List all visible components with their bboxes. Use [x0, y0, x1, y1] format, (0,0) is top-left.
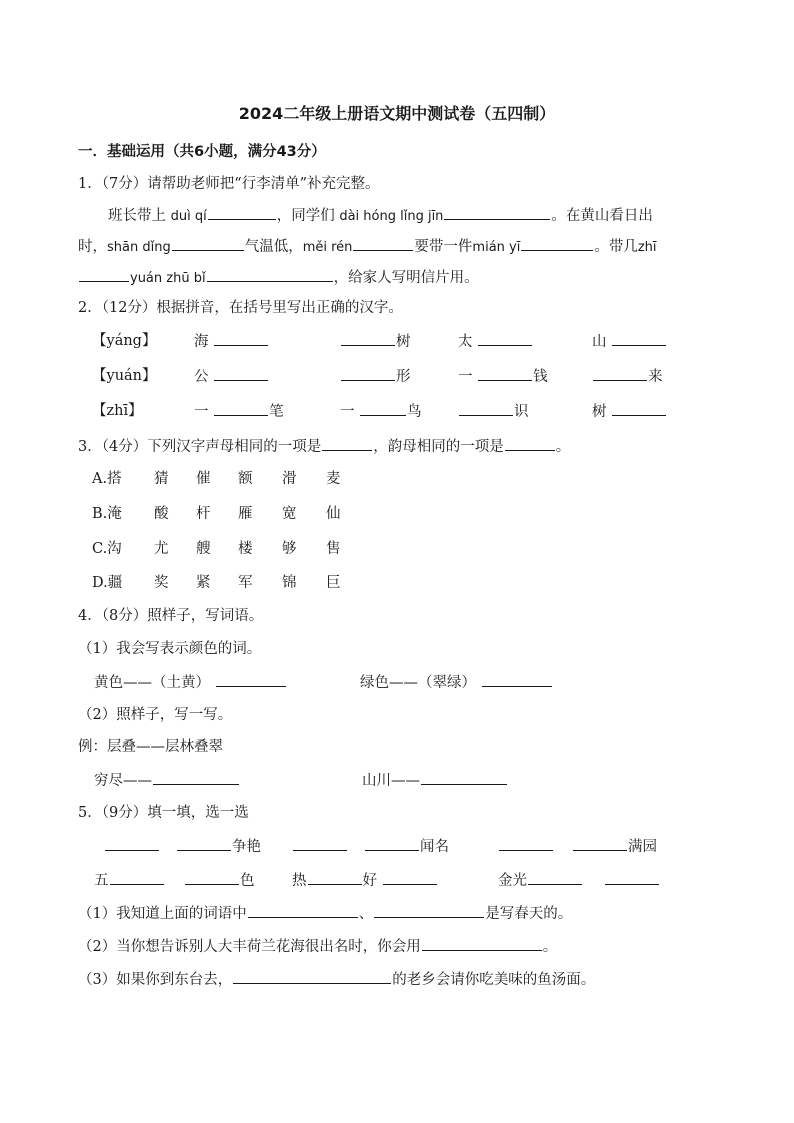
q5-item — [94, 870, 165, 891]
q4-text: 穷尽—— — [94, 773, 152, 789]
q5-sub-2 — [78, 936, 557, 957]
question-1-heading: 1．（7分）请帮助老师把“行李清单”补充完整。 — [78, 176, 380, 192]
q3-text: ，韵母相同的一项是 — [373, 439, 504, 455]
char: 公 — [194, 369, 209, 385]
question-3-heading — [78, 436, 570, 457]
q5-text: 的老乡会请你吃美味的鱼汤面。 — [392, 972, 596, 988]
option-a-char[interactable]: A.搭 — [92, 471, 122, 487]
q5-item — [604, 870, 660, 891]
word-cell — [340, 331, 411, 352]
answer-blank[interactable] — [214, 366, 268, 381]
q5-item — [176, 836, 261, 857]
pinyin-label-yang: 【yáng】 — [92, 333, 157, 349]
option-a-char: 额 — [238, 471, 253, 487]
answer-blank[interactable] — [444, 205, 550, 220]
char: 形 — [396, 369, 411, 385]
q1-text: 要带一件 — [414, 239, 473, 255]
word-cell — [592, 366, 663, 387]
option-a-char: 猜 — [154, 471, 169, 487]
q4-text: 绿色——（翠绿） — [360, 675, 476, 691]
answer-blank[interactable] — [293, 836, 347, 851]
option-d-char[interactable]: D.疆 — [92, 575, 123, 591]
q1-text: 班长带上 — [108, 208, 166, 224]
question-1-line-2 — [78, 236, 657, 258]
q5-text: 色 — [240, 873, 255, 889]
answer-blank[interactable] — [593, 366, 647, 381]
char: 一 — [194, 404, 209, 420]
question-1-line-3 — [78, 267, 479, 289]
question-4-heading: 4．（8分）照样子，写词语。 — [78, 608, 264, 624]
char: 树 — [592, 404, 607, 420]
q5-item — [184, 870, 255, 891]
q5-text: 争艳 — [232, 839, 261, 855]
answer-blank[interactable] — [499, 836, 553, 851]
q4-part-2: （2）照样子，写一写。 — [78, 707, 233, 723]
char: 鸟 — [407, 404, 422, 420]
option-c-char: 楼 — [238, 541, 253, 557]
q5-text: （3）如果你到东台去， — [78, 972, 233, 988]
answer-blank[interactable] — [110, 870, 164, 885]
q5-text: 满园 — [628, 839, 657, 855]
q4-example: 例：层叠——层林叠翠 — [78, 739, 223, 755]
char: 太 — [458, 334, 473, 350]
answer-blank[interactable] — [374, 903, 484, 918]
option-c-char: 艘 — [196, 541, 211, 557]
option-c-char[interactable]: C.沟 — [92, 541, 122, 557]
char: 来 — [648, 369, 663, 385]
q4-part-1: （1）我会写表示颜色的词。 — [78, 641, 262, 657]
page-title: 2024二年级上册语文期中测试卷（五四制） — [238, 104, 556, 123]
answer-blank[interactable] — [214, 401, 268, 416]
option-d-char: 锦 — [282, 575, 297, 591]
option-c-char: 够 — [282, 541, 297, 557]
option-a-char: 滑 — [282, 471, 297, 487]
q3-text: 3．（4分）下列汉字声母相同的一项是 — [78, 439, 322, 455]
answer-blank[interactable] — [478, 331, 532, 346]
option-c-char: 售 — [326, 541, 341, 557]
q5-item — [292, 870, 438, 891]
q5-item — [364, 836, 449, 857]
q4-item — [360, 672, 553, 693]
char: 钱 — [533, 369, 548, 385]
q1-pinyin: duì qí — [170, 209, 207, 224]
option-d-char: 巨 — [326, 575, 341, 591]
word-cell — [458, 331, 533, 352]
option-b-char: 仙 — [326, 506, 341, 522]
q1-text: ，给家人写明信片用。 — [333, 270, 479, 286]
word-cell — [340, 366, 411, 387]
question-5-heading: 5．（9分）填一填，选一选 — [78, 805, 249, 821]
q5-text: （2）当你想告诉别人大丰荷兰花海很出名时，你会用 — [78, 939, 421, 955]
word-cell — [458, 401, 529, 422]
q4-item — [362, 770, 508, 791]
answer-blank[interactable] — [185, 870, 239, 885]
char: 笔 — [269, 404, 284, 420]
q5-text: 热 — [292, 873, 307, 889]
q4-text: 黄色——（土黄） — [94, 675, 210, 691]
answer-blank[interactable] — [214, 331, 268, 346]
q5-text: 。 — [542, 939, 558, 955]
answer-blank[interactable] — [573, 836, 627, 851]
answer-blank[interactable] — [233, 969, 391, 984]
answer-blank[interactable] — [478, 366, 532, 381]
answer-blank[interactable] — [341, 366, 395, 381]
q5-sub-1 — [78, 903, 572, 924]
char: 山 — [592, 334, 607, 350]
section-heading: 一．基础运用（共6小题，满分43分） — [78, 144, 326, 160]
q5-text: 金光 — [498, 873, 527, 889]
answer-blank[interactable] — [521, 236, 593, 251]
answer-blank[interactable] — [79, 267, 129, 282]
q1-pinyin: měi rén — [302, 240, 353, 255]
answer-blank[interactable] — [105, 836, 159, 851]
q1-pinyin: zhī — [637, 240, 657, 255]
word-cell — [592, 401, 667, 422]
q5-text: 好 — [362, 873, 377, 889]
answer-blank[interactable] — [341, 331, 395, 346]
q1-pinyin: dài hóng lǐng jīn — [339, 209, 444, 224]
answer-blank[interactable] — [248, 903, 358, 918]
q5-item — [498, 870, 583, 891]
answer-blank[interactable] — [459, 401, 513, 416]
answer-blank[interactable] — [528, 870, 582, 885]
option-b-char: 杆 — [196, 506, 211, 522]
option-b-char[interactable]: B.淹 — [92, 506, 122, 522]
q5-sub-3 — [78, 969, 595, 990]
answer-blank[interactable] — [322, 436, 372, 451]
answer-blank[interactable] — [422, 936, 542, 951]
q1-text: 。带几 — [594, 239, 638, 255]
q1-text: 时， — [78, 239, 107, 255]
q4-item — [94, 672, 287, 693]
word-cell — [458, 366, 548, 387]
answer-blank[interactable] — [360, 401, 406, 416]
char: 一 — [340, 404, 355, 420]
q5-item — [498, 836, 554, 857]
q5-text: 是写春天的。 — [485, 906, 573, 922]
q1-text: 气温低， — [244, 239, 303, 255]
q1-text: ，同学们 — [276, 208, 335, 224]
pinyin-label-yuan: 【yuán】 — [92, 368, 157, 384]
option-b-char: 雁 — [238, 506, 253, 522]
q5-text: （1）我知道上面的词语中 — [78, 906, 247, 922]
char: 树 — [396, 334, 411, 350]
word-cell — [592, 331, 667, 352]
char: 海 — [194, 334, 209, 350]
answer-blank[interactable] — [482, 672, 552, 687]
q4-item — [94, 770, 240, 791]
word-cell — [194, 401, 284, 422]
q5-text: 闻名 — [420, 839, 449, 855]
option-b-char: 宽 — [282, 506, 297, 522]
answer-blank[interactable] — [216, 672, 286, 687]
answer-blank[interactable] — [605, 870, 659, 885]
pinyin-label-zhi: 【zhī】 — [92, 403, 143, 419]
option-c-char: 尤 — [154, 541, 169, 557]
option-d-char: 军 — [238, 575, 253, 591]
answer-blank[interactable] — [153, 770, 239, 785]
option-a-char: 麦 — [326, 471, 341, 487]
answer-blank[interactable] — [612, 401, 666, 416]
q3-text: 。 — [555, 439, 571, 455]
q1-text: 。在黄山看日出 — [551, 208, 653, 224]
q5-text: 、 — [358, 906, 374, 922]
q1-pinyin: shān dǐng — [107, 240, 171, 255]
answer-blank[interactable] — [353, 236, 413, 251]
q5-text: 五 — [94, 873, 109, 889]
option-d-char: 紧 — [196, 575, 211, 591]
word-cell — [194, 331, 269, 352]
option-b-char: 酸 — [154, 506, 169, 522]
q1-pinyin: mián yī — [472, 240, 521, 255]
answer-blank[interactable] — [207, 267, 333, 282]
q5-item — [572, 836, 657, 857]
char: 识 — [514, 404, 529, 420]
option-a-char: 催 — [196, 471, 211, 487]
word-cell — [194, 366, 269, 387]
answer-blank[interactable] — [421, 770, 507, 785]
question-2-heading: 2．（12分）根据拼音，在括号里写出正确的汉字。 — [78, 300, 403, 316]
answer-blank[interactable] — [365, 836, 419, 851]
q4-text: 山川—— — [362, 773, 420, 789]
answer-blank[interactable] — [612, 331, 666, 346]
char: 一 — [458, 369, 473, 385]
option-d-char: 奖 — [154, 575, 169, 591]
answer-blank[interactable] — [208, 205, 276, 220]
answer-blank[interactable] — [172, 236, 244, 251]
answer-blank[interactable] — [383, 870, 437, 885]
q5-item — [104, 836, 160, 857]
word-cell — [340, 401, 422, 422]
q1-pinyin: yuán zhū bǐ — [130, 271, 206, 286]
answer-blank[interactable] — [177, 836, 231, 851]
answer-blank[interactable] — [505, 436, 555, 451]
question-1-line-1 — [108, 205, 653, 227]
answer-blank[interactable] — [308, 870, 362, 885]
q5-item — [292, 836, 348, 857]
